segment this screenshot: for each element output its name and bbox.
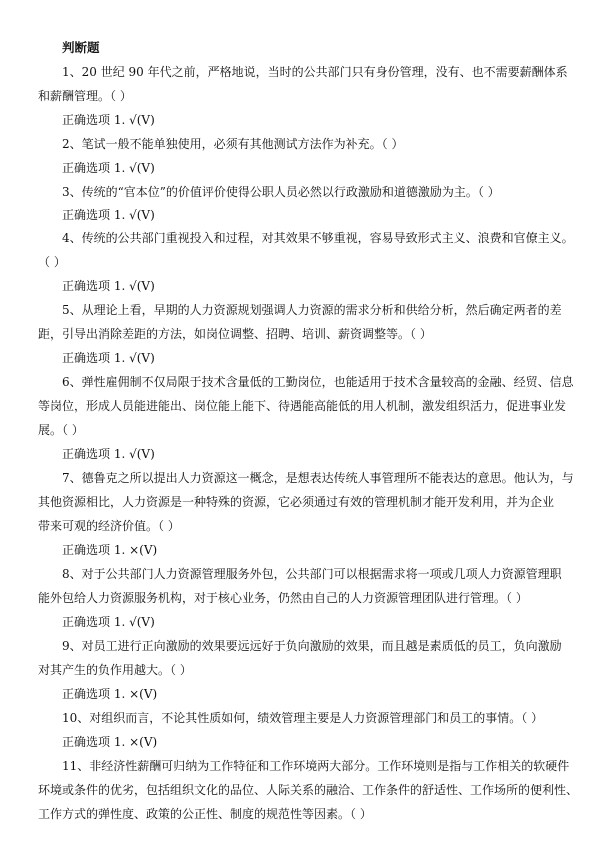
question-9-line-1: 9、对员工进行正向激励的效果要远远好于负向激励的效果，而且越是素质低的员工，负向激励: [62, 639, 562, 653]
answer-2: 正确选项 1. √(V): [62, 161, 155, 175]
question-8-line-1: 8、对于公共部门人力资源管理服务外包，公共部门可以根据需求将一项或几项人力资源管理职: [62, 567, 562, 581]
question-7-line-2: 其他资源相比，人力资源是一种特殊的资源，它必须通过有效的管理机制才能开发利用，并为企业: [38, 495, 555, 509]
question-10-line-1: 10、对组织而言，不论其性质如何，绩效管理主要是人力资源管理部门和员工的事情。（ ）: [62, 711, 544, 725]
section-title: 判断题: [62, 40, 100, 55]
question-9-line-2: 对其产生的负作用越大。（ ）: [38, 663, 192, 677]
question-11-line-1: 11、非经济性薪酬可归纳为工作特征和工作环境两大部分。工作环境则是指与工作相关的软硬件: [62, 759, 570, 773]
question-6-line-2: 等岗位，形成人员能进能出、岗位能上能下、待遇能高能低的用人机制，激发组织活力，促进事业发: [38, 399, 567, 413]
question-1-line-1: 1、20 世纪 90 年代之前，严格地说，当时的公共部门只有身份管理，没有、也不需要薪酬体系: [62, 65, 568, 79]
answer-5: 正确选项 1. √(V): [62, 351, 155, 365]
question-1-line-2: 和薪酬管理。（ ）: [38, 89, 132, 103]
question-7-line-1: 7、德鲁克之所以提出人力资源这一概念，是想表达传统人事管理所不能表达的意思。他认为，与: [62, 471, 574, 485]
answer-7: 正确选项 1. ×(V): [62, 543, 158, 557]
question-11-line-2: 环境或条件的优劣，包括组织文化的品位、人际关系的融洽、工作条件的舒适性、工作场所的便利性、: [38, 783, 579, 797]
answer-9: 正确选项 1. ×(V): [62, 687, 158, 701]
question-5-line-1: 5、从理论上看，早期的人力资源规划强调人力资源的需求分析和供给分析，然后确定两者的差: [62, 303, 562, 317]
question-11-line-3: 工作方式的弹性度、政策的公正性、制度的规范性等因素。（ ）: [38, 807, 372, 821]
question-6-line-3: 展。（ ）: [38, 423, 84, 437]
question-8-line-2: 能外包给人力资源服务机构，对于核心业务，仍然由自己的人力资源管理团队进行管理。（ ）: [38, 591, 528, 605]
answer-6: 正确选项 1. √(V): [62, 447, 155, 461]
question-4-line-2: （ ）: [38, 255, 66, 269]
answer-4: 正确选项 1. √(V): [62, 279, 155, 293]
question-5-line-2: 距，引导出消除差距的方法，如岗位调整、招聘、培训、薪资调整等。（ ）: [38, 327, 432, 341]
question-3-line-1: 3、传统的“官本位”的价值评价使得公职人员必然以行政激励和道德激励为主。（ ）: [62, 185, 500, 199]
answer-8: 正确选项 1. √(V): [62, 615, 155, 629]
question-2-line-1: 2、笔试一般不能单独使用，必须有其他测试方法作为补充。（ ）: [62, 137, 404, 151]
question-4-line-1: 4、传统的公共部门重视投入和过程，对其效果不够重视，容易导致形式主义、浪费和官僚主义。: [62, 231, 574, 245]
answer-10: 正确选项 1. ×(V): [62, 735, 158, 749]
question-7-line-3: 带来可观的经济价值。（ ）: [38, 519, 180, 533]
answer-3: 正确选项 1. √(V): [62, 208, 155, 222]
answer-1: 正确选项 1. √(V): [62, 113, 155, 127]
question-6-line-1: 6、弹性雇佣制不仅局限于技术含量低的工勤岗位，也能适用于技术含量较高的金融、经贸、信息: [62, 375, 574, 389]
